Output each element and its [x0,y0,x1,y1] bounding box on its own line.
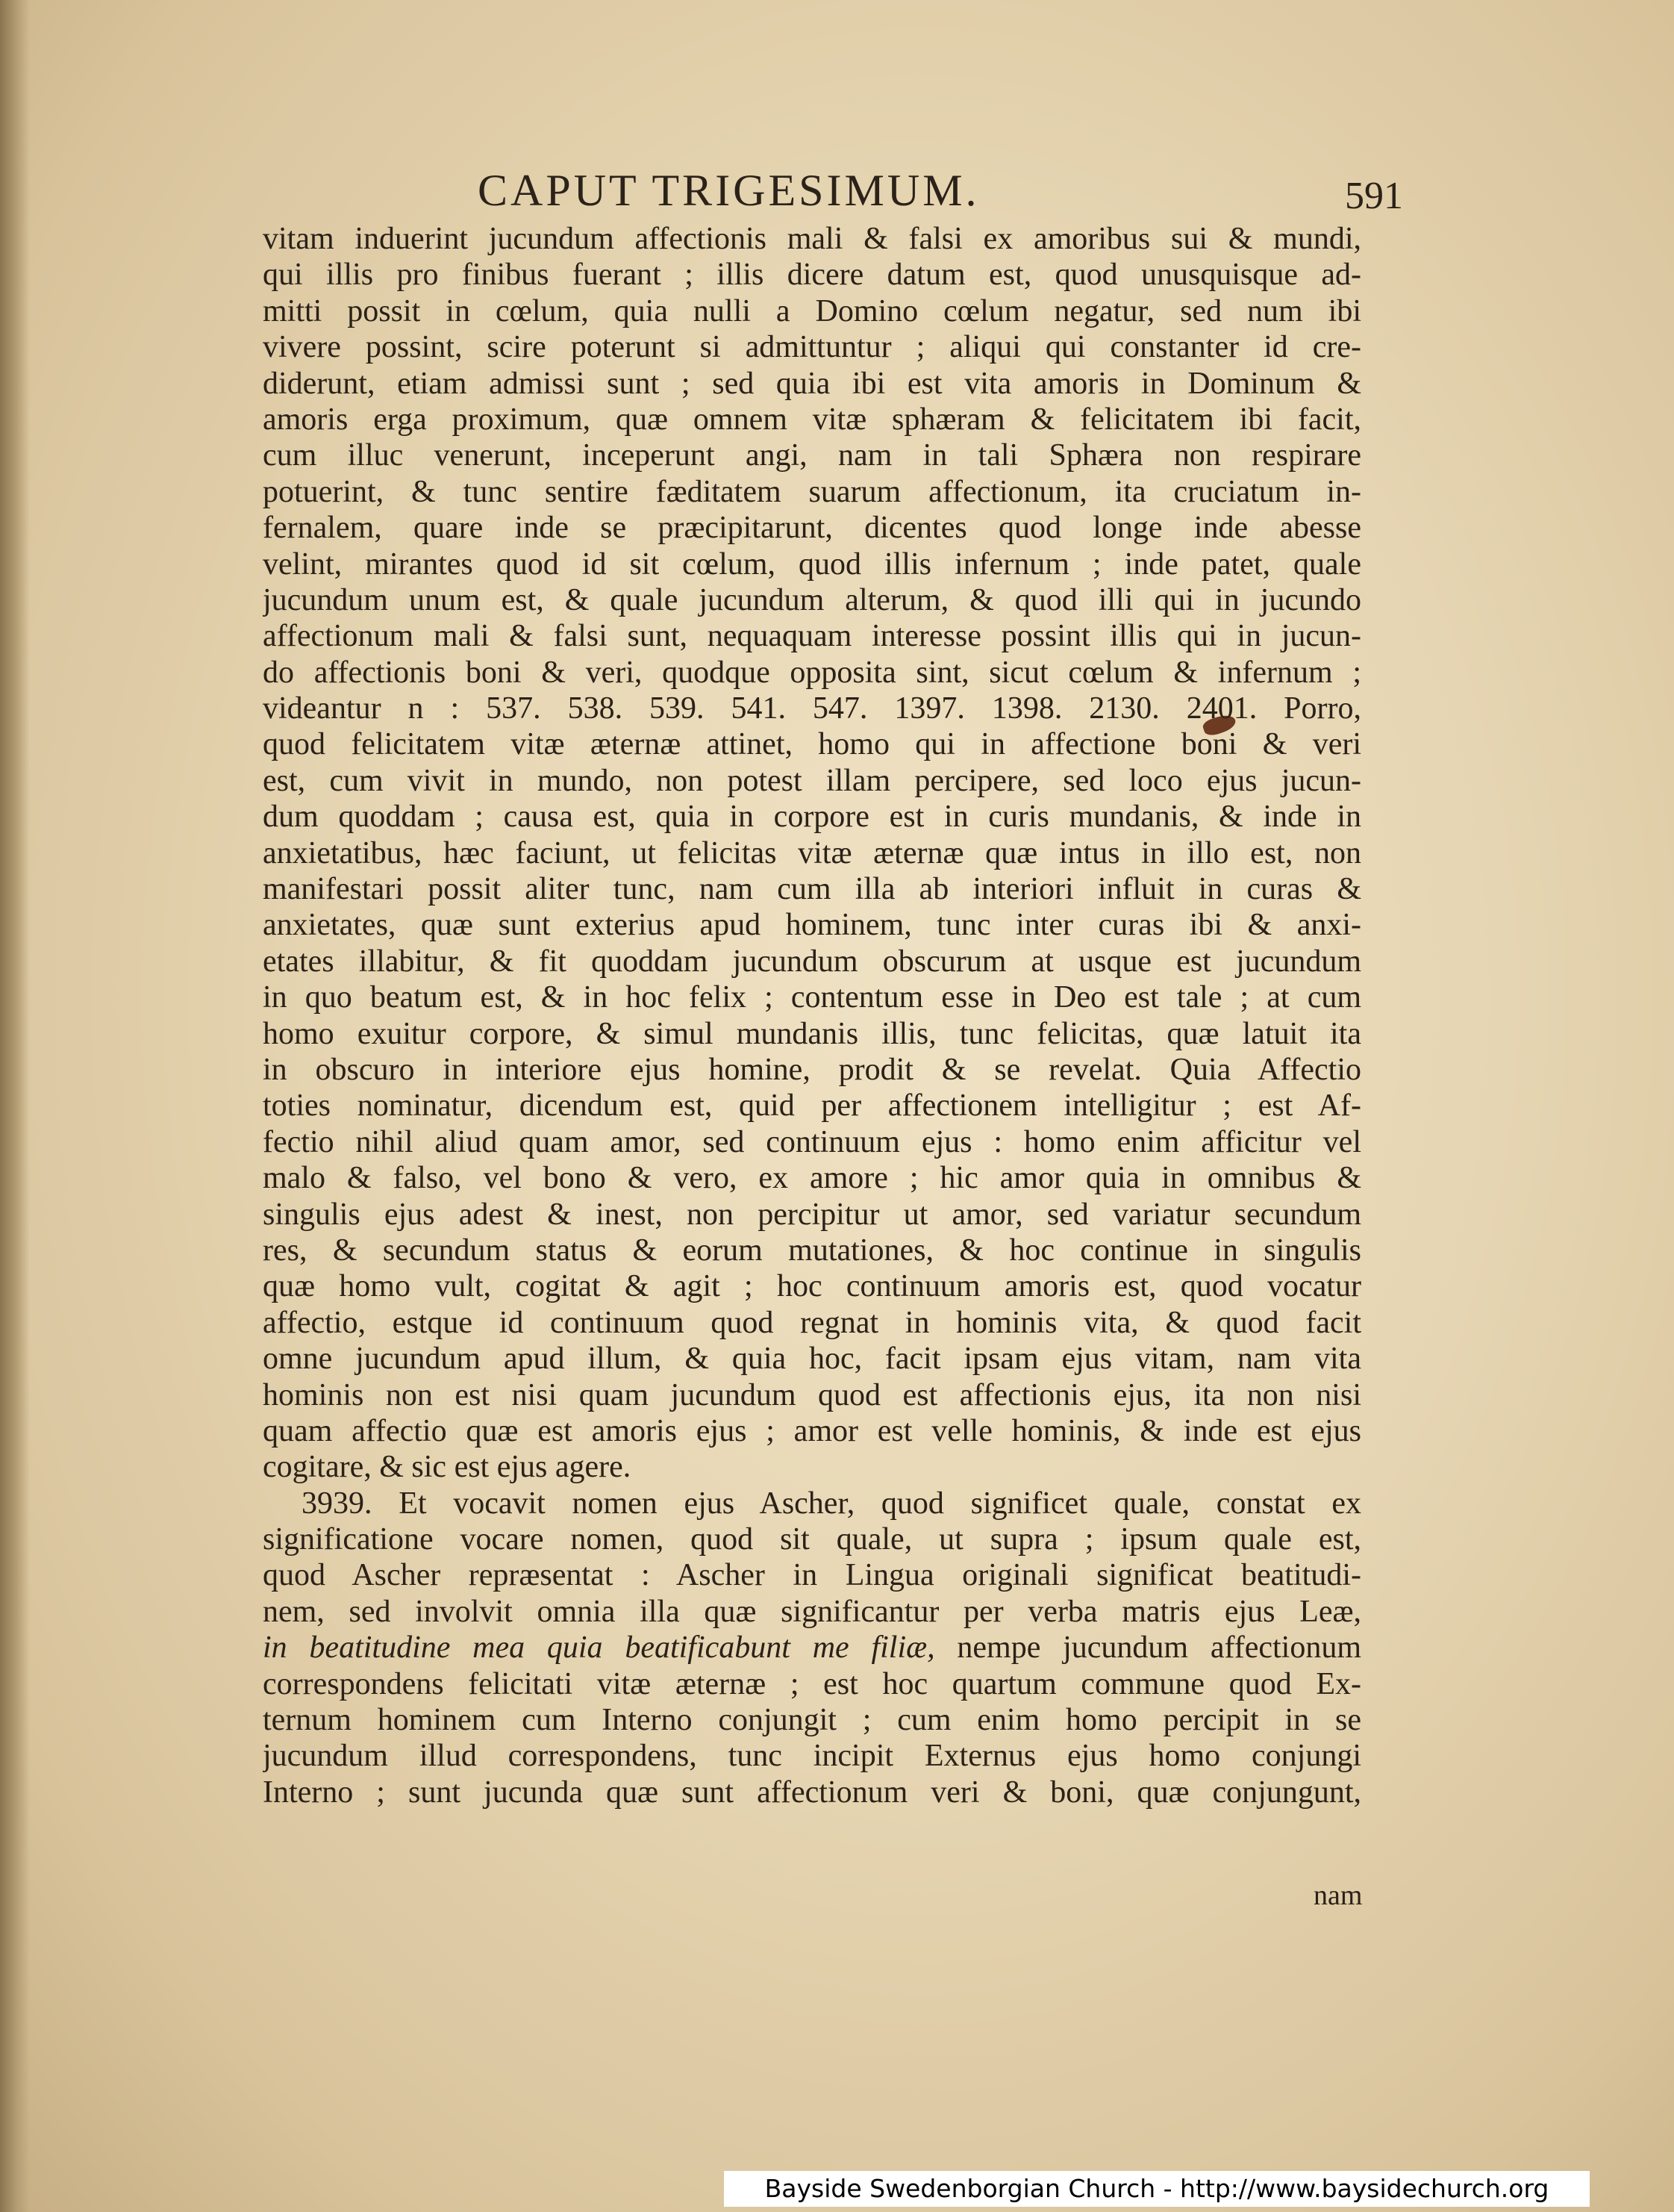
main-text [263,221,1361,1904]
text-line: fernalem, quare inde se præcipitarunt, dicentes quod longe inde abesse [263,511,1361,546]
section-first-line-text: Et vocavit nomen ejus Ascher, quod significet quale, constat ex [399,1486,1361,1521]
text-line: est, cum vivit in mundo, non potest illam percipere, sed loco ejus jucun- [263,763,1361,798]
text-line: in obscuro in interiore ejus homine, prodit & se revelat. Quia Affectio [263,1052,1361,1087]
text-line: vitam induerint jucundum affectionis mali & falsi ex amoribus sui & mundi, [263,222,1361,256]
section-first-line [263,1486,1361,1521]
page-number: 591 [1345,175,1403,217]
text-line: homo exuitur corpore, & simul mundanis illis, tunc felicitas, quæ latuit ita [263,1016,1361,1051]
text-line: in quo beatum est, & in hoc felix ; contentum esse in Deo est tale ; at cum [263,980,1361,1015]
text-line: mitti possit in cœlum, quia nulli a Domino cœlum negatur, sed num ibi [263,293,1361,328]
text-line: affectionum mali & falsi sunt, nequaquam interesse possint illis qui in jucun- [263,619,1361,654]
text-line: videantur n : 537. 538. 539. 541. 547. 1397. 1398. 2130. 2401. Porro, [263,691,1361,726]
text-line: manifestari possit aliter tunc, nam cum illa ab interiori influit in curas & [263,872,1361,907]
paragraph-number: 3939. [302,1486,372,1521]
text-line: malo & falso, vel bono & vero, ex amore ; hic amor quia in omnibus & [263,1161,1361,1196]
text-line: amoris erga proximum, quæ omnem vitæ sphæram & felicitatem ibi facit, [263,402,1361,437]
italic-quote: in beatitudine mea quia beatificabunt me filiæ, [263,1630,935,1666]
text-line: diderunt, etiam admissi sunt ; sed quia ibi est vita amoris in Dominum & [263,366,1361,401]
text-line: dum quoddam ; causa est, quia in corpore est in curis mundanis, & inde in [263,800,1361,835]
text-line: qui illis pro finibus fuerant ; illis dicere datum est, quod unusquisque ad- [263,258,1361,293]
text-line: cum illuc venerunt, inceperunt angi, nam in tali Sphæra non respirare [263,438,1361,473]
running-title: CAPUT TRIGESIMUM. [478,166,980,215]
text-line: etates illabitur, & fit quoddam jucundum obscurum at usque est jucundum [263,944,1361,979]
page-gutter-shadow [0,0,30,2212]
text-line: res, & secundum status & eorum mutationes, & hoc continue in singulis [263,1233,1361,1268]
text-line: vivere possint, scire poterunt si admittuntur ; aliqui qui constanter id cre- [263,330,1361,365]
text-line: singulis ejus adest & inest, non percipitur ut amor, sed variatur secundum [263,1197,1361,1232]
text-line: correspondens felicitati vitæ æternæ ; est hoc quartum commune quod Ex- [263,1666,1361,1701]
text-line: jucundum illud correspondens, tunc incipit Externus ejus homo conjungi [263,1739,1361,1774]
text-line: fectio nihil aliud quam amor, sed continuum ejus : homo enim afficitur vel [263,1124,1361,1159]
text-line: anxietatibus, hæc faciunt, ut felicitas vitæ æternæ quæ intus in illo est, non [263,835,1361,870]
text-line: quæ homo vult, cogitat & agit ; hoc continuum amoris est, quod vocatur [263,1269,1361,1304]
text-line: quam affectio quæ est amoris ejus ; amor est velle hominis, & inde est ejus [263,1413,1361,1448]
catchword: nam [1314,1880,1363,1911]
text-line: toties nominatur, dicendum est, quid per affectionem intelligitur ; est Af- [263,1088,1361,1124]
text-line: potuerint, & tunc sentire fæditatem suarum affectionum, ita cruciatum in- [263,474,1361,509]
text-line: quod felicitatem vitæ æternæ attinet, homo qui in affectione boni & veri [263,727,1361,762]
text-line: affectio, estque id continuum quod regnat in hominis vita, & quod facit [263,1305,1361,1340]
after-quote-text: nempe jucundum affectionum [957,1630,1361,1666]
text-line: velint, mirantes quod id sit cœlum, quod illis infernum ; inde patet, quale [263,546,1361,582]
text-line: ternum hominem cum Interno conjungit ; cum enim homo percipit in se [263,1703,1361,1738]
text-line: cogitare, & sic est ejus agere. [263,1450,631,1485]
text-line: do affectionis boni & veri, quodque opposita sint, sicut cœlum & infernum ; [263,655,1361,690]
text-line: jucundum unum est, & quale jucundum alterum, & quod illi qui in jucundo [263,582,1361,617]
text-line: nem, sed involvit omnia illa quæ significantur per verba matris ejus Leæ, [263,1594,1361,1629]
text-line: Interno ; sunt jucunda quæ sunt affectionum veri & boni, quæ conjungunt, [263,1775,1361,1810]
source-watermark: Bayside Swedenborgian Church - http://www.baysidechurch.org [724,2171,1590,2207]
text-line: significatione vocare nomen, quod sit quale, ut supra ; ipsum quale est, [263,1522,1361,1557]
quote-line [263,1630,1361,1666]
page-header [478,161,1403,220]
text-line: hominis non est nisi quam jucundum quod est affectionis ejus, ita non nisi [263,1377,1361,1412]
text-line: omne jucundum apud illum, & quia hoc, facit ipsam ejus vitam, nam vita [263,1342,1361,1377]
text-line: anxietates, quæ sunt exterius apud hominem, tunc inter curas ibi & anxi- [263,908,1361,943]
text-line: quod Ascher repræsentat : Ascher in Lingua originali significat beatitudi- [263,1558,1361,1593]
